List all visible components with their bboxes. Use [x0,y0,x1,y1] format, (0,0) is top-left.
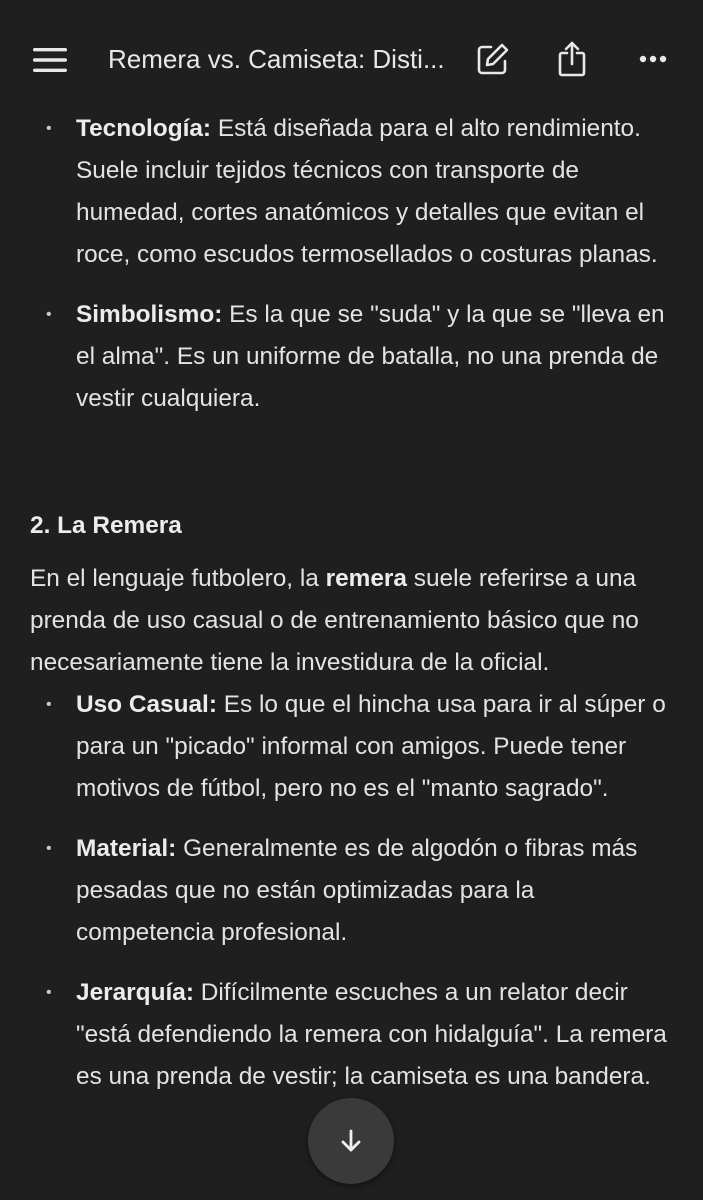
arrow-down-icon [340,1129,362,1153]
paragraph-text: suele referirse a una prenda de uso casual o de entrenamiento básico que no necesariamente tiene la investidura de la oficial. [30,565,639,676]
feature-list-bottom-wrapper [0,684,703,1098]
section-heading: 2. La Remera [30,512,182,539]
more-options-button[interactable] [630,38,676,80]
share-icon [557,40,587,78]
share-button[interactable] [548,34,596,84]
list-item-text: Difícilmente escuches a un relator decir "está defendiendo la remera con hidalguía". La remera es una prenda de vestir; la camiseta es una bandera. [76,979,667,1090]
list-item-term: Jerarquía: [76,979,194,1006]
list-item-text: Es la que se "suda" y la que se "lleva en el alma". Es un uniforme de batalla, no una prenda de vestir cualquiera. [76,301,665,412]
top-app-bar [0,0,703,112]
list-item-term: Simbolismo: [76,301,223,328]
list-item [0,828,703,954]
edit-button[interactable] [470,36,516,82]
page-title: Remera vs. Camiseta: Disti... [108,44,445,74]
more-icon [639,55,667,63]
list-item [0,294,703,420]
list-item-text: Es lo que el hincha usa para ir al súper o para un "picado" informal con amigos. Puede tener motivos de fútbol, pero no es el "manto sagrado". [76,691,666,802]
scroll-to-bottom-button[interactable] [308,1098,394,1184]
list-item [0,684,703,810]
list-item-term: Tecnología: [76,115,212,142]
feature-list-top [0,108,703,420]
list-item [0,108,703,276]
list-item [0,972,703,1098]
list-item-text: Generalmente es de algodón o fibras más pesadas que no están optimizadas para la competencia profesional. [76,835,638,946]
list-item-term: Uso Casual: [76,691,217,718]
paragraph-text: En el lenguaje futbolero, la [30,565,326,592]
section-paragraph [30,558,680,684]
menu-icon [33,47,67,73]
list-item-text: Está diseñada para el alto rendimiento. Suele incluir tejidos técnicos con transporte de humedad, cortes anatómicos y detalles que evitan el roce, como escudos termosellados o costuras planas. [76,115,658,268]
feature-list-bottom [0,684,703,1098]
edit-icon [476,42,510,76]
message-content [0,108,703,420]
list-item-term: Material: [76,835,177,862]
paragraph-bold: remera [325,565,407,592]
menu-button[interactable] [28,38,72,82]
